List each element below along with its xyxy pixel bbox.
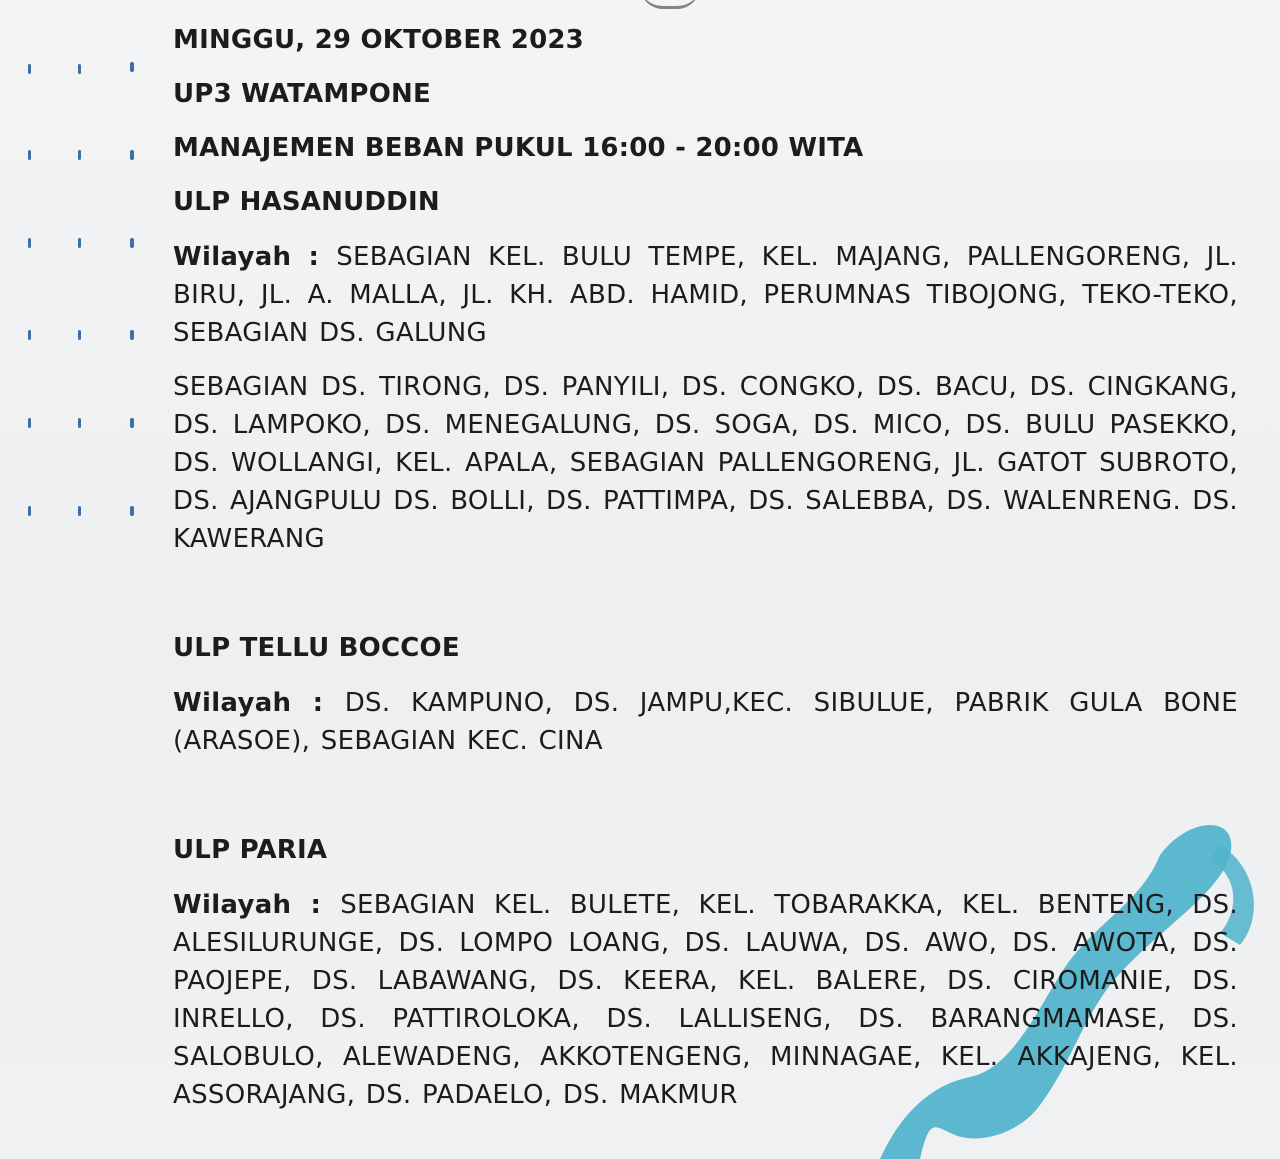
area-paragraph — [173, 238, 1238, 352]
label-separator: : — [291, 890, 341, 920]
label-separator: : — [291, 242, 337, 272]
label-separator: : — [291, 688, 345, 718]
area-list: SEBAGIAN KEL. BULETE, KEL. TOBARAKKA, KEL. BENTENG, DS. ALESILURUNGE, DS. LOMPO LOANG, DS. LAUWA, DS. AWO, DS. AWOTA, DS. PAOJEPE, DS. LABAWANG, DS. KEERA, KEL. BALERE, DS. CIROMANIE, DS. INRELLO, DS. PATTIROLOKA, DS. LALLISENG, DS. BARANGMAMASE, DS. SALOBULO, ALEWADENG, AKKOTENGENG, MINNAGAE, KEL. AKKAJENG, KEL. ASSORAJANG, DS. PADAELO, DS. MAKMUR — [173, 890, 1238, 1110]
section-title-paria: ULP PARIA — [173, 835, 328, 865]
area-paragraph-continued: SEBAGIAN DS. TIRONG, DS. PANYILI, DS. CONGKO, DS. BACU, DS. CINGKANG, DS. LAMPOKO, DS. MENEGALUNG, DS. SOGA, DS. MICO, DS. BULU PASEKKO, DS. WOLLANGI, KEL. APALA, SEBAGIAN PALLENGORENG, JL. GATOT SUBROTO, DS. AJANGPULU DS. BOLLI, DS. PATTIMPA, DS. SALEBBA, DS. WALENRENG. DS. KAWERANG — [173, 372, 1238, 554]
area-list: DS. KAMPUNO, DS. JAMPU,KEC. SIBULUE, PABRIK GULA BONE (ARASOE), SEBAGIAN KEC. CINA — [173, 688, 1238, 756]
spacer — [173, 760, 1238, 832]
section-title-tellu-boccoe: ULP TELLU BOCCOE — [173, 633, 460, 663]
spacer — [173, 352, 1238, 368]
area-list: SEBAGIAN KEL. BULU TEMPE, KEL. MAJANG, PALLENGORENG, JL. BIRU, JL. A. MALLA, JL. KH. ABD. HAMID, PERUMNAS TIBOJONG, TEKO-TEKO, SEBAGIAN DS. GALUNG — [173, 242, 1238, 348]
schedule-heading: MANAJEMEN BEBAN PUKUL 16:00 - 20:00 WITA — [173, 133, 864, 163]
wilayah-label: Wilayah — [173, 242, 292, 272]
spacer — [173, 558, 1238, 630]
unit-heading: UP3 WATAMPONE — [173, 79, 431, 109]
wilayah-label: Wilayah — [173, 688, 292, 718]
top-cut-decoration — [640, 0, 700, 9]
area-paragraph — [173, 684, 1238, 760]
wilayah-label: Wilayah — [173, 890, 292, 920]
dot-grid-decoration — [0, 0, 160, 560]
announcement-content — [173, 22, 1238, 1114]
area-paragraph — [173, 886, 1238, 1114]
date-heading: MINGGU, 29 OKTOBER 2023 — [173, 25, 584, 55]
section-title-hasanuddin: ULP HASANUDDIN — [173, 187, 440, 217]
